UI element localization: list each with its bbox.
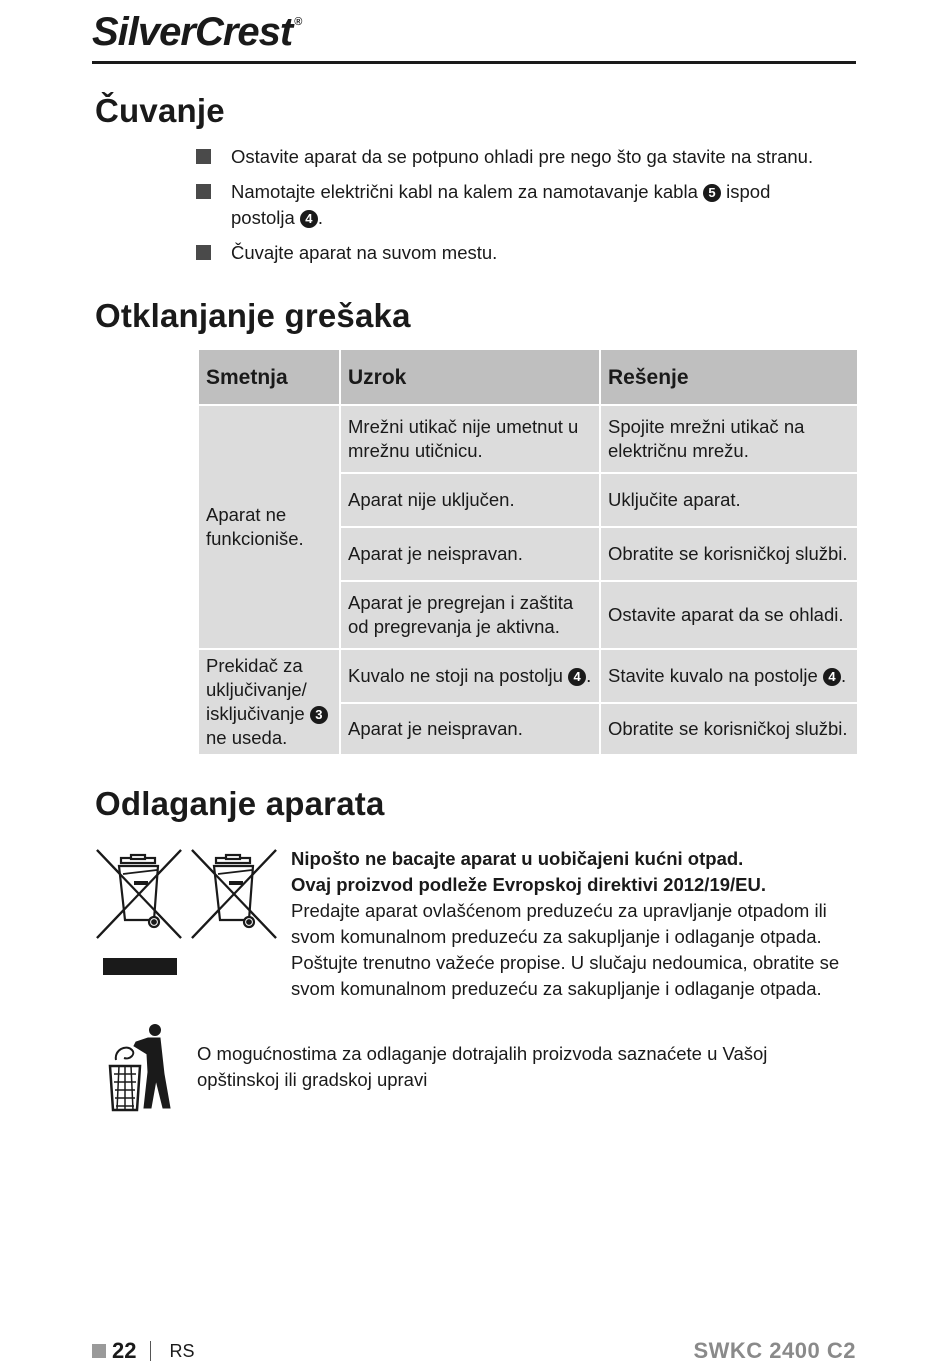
bullet-square-icon <box>196 184 211 199</box>
part-number-badge: 4 <box>300 210 318 228</box>
part-number-badge: 5 <box>703 184 721 202</box>
footer-separator <box>150 1341 151 1361</box>
part-number-badge: 4 <box>823 668 841 686</box>
municipal-disposal-info: O mogućnostima za odlaganje dotrajalih proizvoda saznaćete u Vašoj opštinskoj ili gradskoj upravi <box>197 1043 768 1090</box>
part-number-badge: 4 <box>568 668 586 686</box>
bullet-square-icon <box>196 245 211 260</box>
footer-page-info <box>92 1338 195 1364</box>
solution-cell: Ostavite aparat da se ohladi. <box>600 581 858 649</box>
problem-cell: Aparat ne funkcioniše. <box>198 405 340 649</box>
page-number: 22 <box>112 1338 137 1363</box>
list-item: Čuvajte aparat na suvom mestu. <box>196 240 836 266</box>
table-header-row <box>198 349 858 405</box>
solution-cell: Obratite se korisničkoj službi. <box>600 703 858 755</box>
section-title-disposal: Odlaganje aparata <box>95 785 385 822</box>
disposal-text <box>291 846 866 1002</box>
solution-cell: Stavite kuvalo na postolje 4 . <box>600 649 858 703</box>
section-title-storage: Čuvanje <box>95 92 225 129</box>
column-header-solution: Rešenje <box>600 349 858 405</box>
cause-cell: Aparat je neispravan. <box>340 527 600 581</box>
bullet-square-icon <box>196 149 211 164</box>
column-header-cause: Uzrok <box>340 349 600 405</box>
problem-cell: Prekidač za uključivanje/ isključivanje 3 ne useda. <box>198 649 340 755</box>
directive-notice: Ovaj proizvod podleže Evropskoj direktivi 2012/19/EU. <box>291 874 767 895</box>
cause-cell: Aparat je pregrejan i zaštita od pregrevanja je aktivna. <box>340 581 600 649</box>
registered-mark: ® <box>294 16 302 28</box>
list-item: Namotajte električni kabl na kalem za namotavanje kabla 5 ispod postolja 4 . <box>196 179 836 231</box>
list-item: Ostavite aparat da se potpuno ohladi pre nego što ga stavite na stranu. <box>196 144 836 170</box>
brand-logo: SilverCrest ® <box>92 10 302 54</box>
section-title-troubleshooting: Otklanjanje grešaka <box>95 297 411 334</box>
table-row <box>198 405 858 473</box>
footer-square-icon <box>92 1344 106 1358</box>
disposal-warning: Nipošto ne bacajte aparat u uobičajeni kućni otpad. <box>291 848 744 869</box>
troubleshooting-table <box>197 348 859 756</box>
model-number: SWKC 2400 C2 <box>693 1338 856 1363</box>
disposal-instructions: Predajte aparat ovlašćenom preduzeću za upravljanje otpadom ili svom komunalnom preduzeću za sakupljanje i odlaganje otpada. Poštujte trenutno važeće propise. U slučaju nedoumica, obratite se svom komunalnom preduzeću za sakupljanje i odlaganje otpada. <box>291 900 840 999</box>
black-bar-marker <box>103 958 177 975</box>
solution-cell: Uključite aparat. <box>600 473 858 527</box>
crossed-out-wheelie-bin-icon <box>97 850 181 938</box>
crossed-out-wheelie-bin-icon <box>192 850 276 938</box>
cause-cell: Aparat je neispravan. <box>340 703 600 755</box>
weee-symbols <box>95 848 280 978</box>
column-header-problem: Smetnja <box>198 349 340 405</box>
cause-cell: Mrežni utikač nije umetnut u mrežnu utičnicu. <box>340 405 600 473</box>
cause-cell: Kuvalo ne stoji na postolju 4 . <box>340 649 600 703</box>
table-row <box>198 649 858 703</box>
cause-cell: Aparat nije uključen. <box>340 473 600 527</box>
language-code: RS <box>169 1340 195 1361</box>
solution-cell: Obratite se korisničkoj službi. <box>600 527 858 581</box>
storage-list <box>196 144 836 275</box>
part-number-badge: 3 <box>310 706 328 724</box>
tidyman-icon <box>104 1024 176 1112</box>
solution-cell: Spojite mrežni utikač na električnu mrežu. <box>600 405 858 473</box>
header-rule <box>92 61 856 64</box>
